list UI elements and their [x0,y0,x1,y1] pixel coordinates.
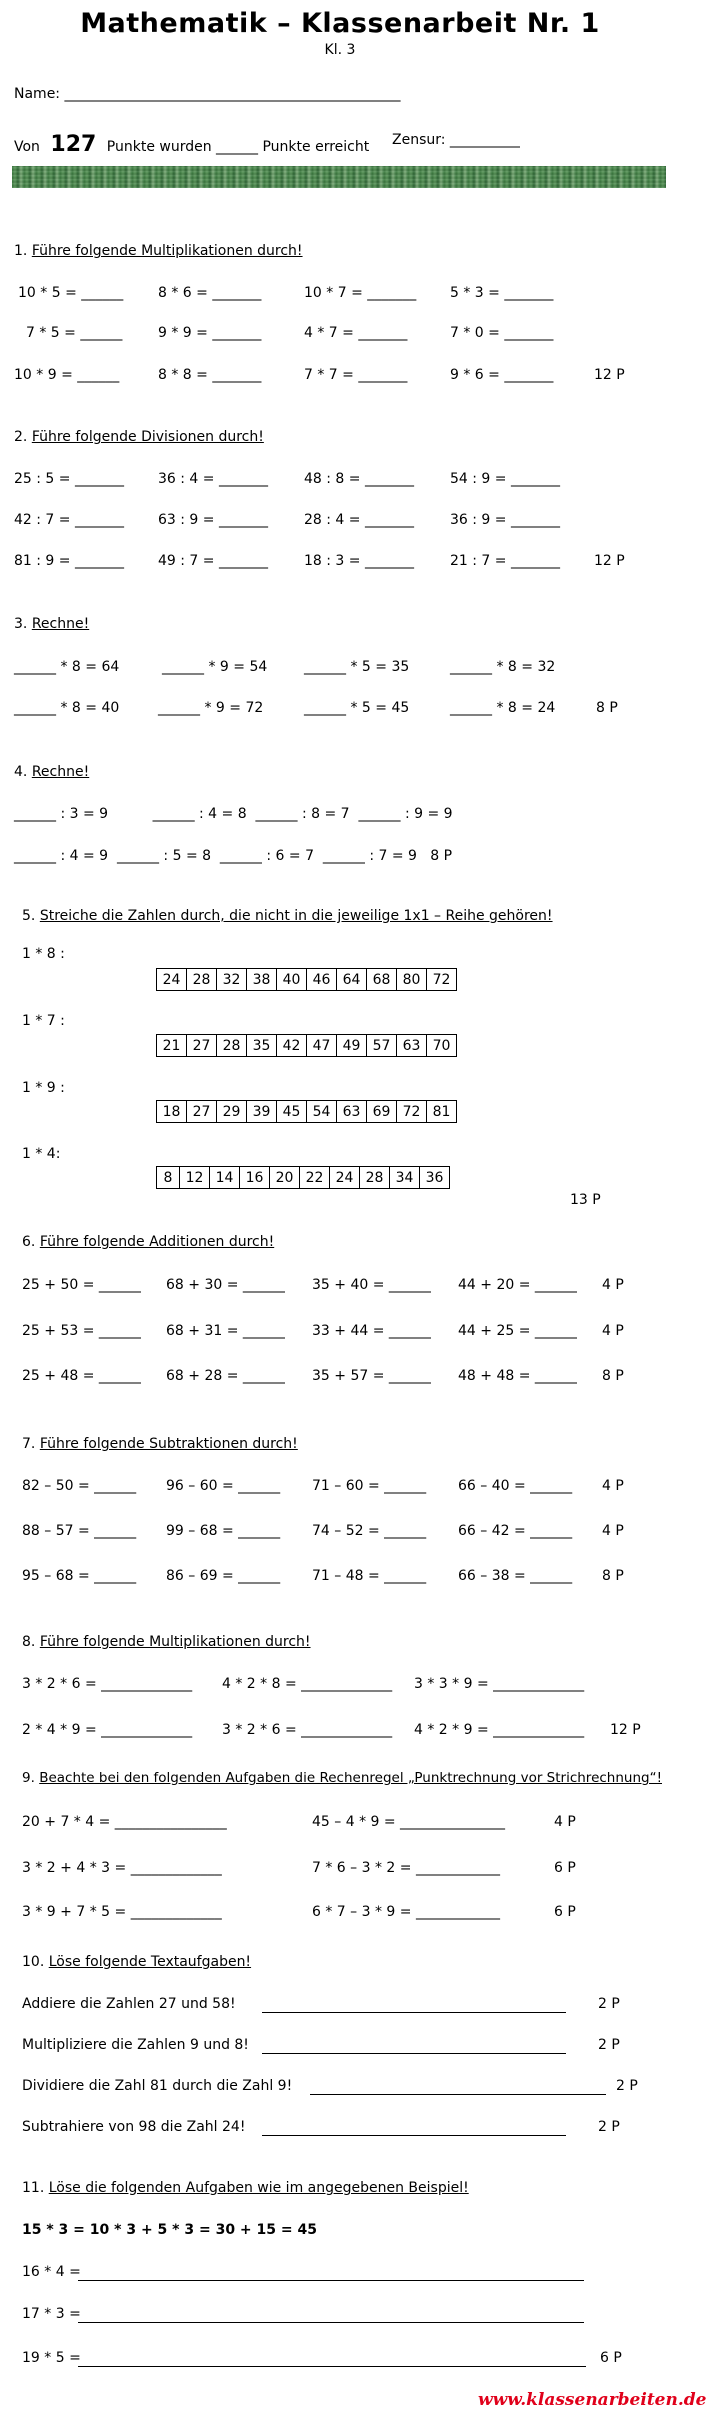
example-solution: 15 * 3 = 10 * 3 + 5 * 3 = 30 + 15 = 45 [22,2222,317,2238]
score-line [14,132,369,157]
grade-field[interactable]: Zensur: __________ [392,132,520,148]
number-cell[interactable]: 64 [337,969,367,991]
number-cell[interactable]: 28 [217,1035,247,1057]
row-label: 1 * 7 : [22,1013,65,1029]
task[interactable]: 10 * 9 = ______ [14,367,120,383]
task[interactable]: 6 * 7 – 3 * 9 = ____________ [312,1904,500,1920]
number-cell[interactable]: 27 [187,1035,217,1057]
row-label: 1 * 8 : [22,946,65,962]
points-label: 2 P [598,2037,620,2053]
task[interactable]: 68 + 31 = ______ [166,1323,285,1339]
task[interactable]: 4 * 2 * 9 = _____________ [414,1722,585,1738]
task[interactable]: 36 : 9 = _______ [450,512,560,528]
task[interactable]: 82 – 50 = ______ [22,1478,137,1494]
number-cell[interactable]: 63 [337,1101,367,1123]
task[interactable]: 33 + 44 = ______ [312,1323,431,1339]
number-cell[interactable]: 14 [210,1167,240,1189]
number-cell[interactable]: 20 [270,1167,300,1189]
task[interactable]: 88 – 57 = ______ [22,1523,137,1539]
task[interactable]: 35 + 57 = ______ [312,1368,431,1384]
task[interactable]: 66 – 38 = ______ [458,1568,573,1584]
task[interactable]: 9 * 9 = _______ [158,325,262,341]
task[interactable]: ______ * 8 = 24 [450,700,556,716]
number-cell[interactable]: 12 [180,1167,210,1189]
task[interactable]: ______ * 9 = 72 [158,700,264,716]
number-table [156,1034,457,1057]
task[interactable]: 3 * 3 * 9 = _____________ [414,1676,585,1692]
task[interactable]: 25 + 48 = ______ [22,1368,141,1384]
task-label: 16 * 4 = [22,2264,81,2280]
points-label: 2 P [598,1996,620,2012]
task[interactable]: ______ * 9 = 54 [162,659,268,675]
task[interactable]: 8 * 8 = _______ [158,367,262,383]
number-cell[interactable]: 21 [157,1035,187,1057]
task[interactable]: 81 : 9 = _______ [14,553,124,569]
task[interactable]: 7 * 7 = _______ [304,367,408,383]
answer-line[interactable] [262,2012,566,2013]
number-cell[interactable]: 49 [337,1035,367,1057]
number-cell[interactable]: 28 [360,1167,390,1189]
task[interactable]: ______ * 8 = 64 [14,659,120,675]
score-mid[interactable]: Punkte wurden ______ Punkte erreicht [106,139,370,155]
number-table [156,1100,457,1123]
number-cell[interactable]: 24 [157,969,187,991]
number-cell[interactable]: 34 [390,1167,420,1189]
task[interactable]: 71 – 48 = ______ [312,1568,427,1584]
number-cell[interactable]: 63 [397,1035,427,1057]
task[interactable]: 7 * 6 – 3 * 2 = ____________ [312,1860,500,1876]
task[interactable]: 63 : 9 = _______ [158,512,268,528]
task[interactable]: 95 – 68 = ______ [22,1568,137,1584]
task[interactable]: 25 + 50 = ______ [22,1277,141,1293]
task-row[interactable]: ______ : 3 = 9 ______ : 4 = 8 ______ : 8 = 7 ______ : 9 = 9 [14,806,453,822]
task[interactable]: 20 + 7 * 4 = ________________ [22,1814,227,1830]
points-label: 6 P [554,1860,576,1876]
number-cell[interactable]: 81 [427,1101,457,1123]
task[interactable]: 4 * 7 = _______ [304,325,408,341]
task[interactable]: 3 * 2 * 6 = _____________ [222,1722,393,1738]
answer-line[interactable] [262,2135,566,2136]
row-label: 1 * 9 : [22,1080,65,1096]
section-8-title: 8. Führe folgende Multiplikationen durch! [22,1634,311,1650]
number-cell[interactable]: 68 [367,969,397,991]
number-cell[interactable]: 36 [420,1167,450,1189]
decorative-band [12,166,666,188]
number-cell[interactable]: 80 [397,969,427,991]
task[interactable]: 7 * 0 = _______ [450,325,554,341]
section-3-title: 3. Rechne! [14,616,90,632]
section-4-title: 4. Rechne! [14,764,90,780]
page-title: Mathematik – Klassenarbeit Nr. 1 [80,8,600,39]
task-label: 19 * 5 = [22,2350,81,2366]
points-label: 8 P [602,1368,624,1384]
points-label: 12 P [594,553,625,569]
task[interactable]: 18 : 3 = _______ [304,553,414,569]
number-cell[interactable]: 72 [427,969,457,991]
task-row[interactable]: ______ : 4 = 9 ______ : 5 = 8 ______ : 6 = 7 ______ : 7 = 9 8 P [14,848,453,864]
answer-line[interactable] [78,2366,586,2367]
task[interactable]: ______ * 8 = 32 [450,659,556,675]
number-cell[interactable]: 28 [187,969,217,991]
number-cell[interactable]: 72 [397,1101,427,1123]
points-label: 4 P [602,1523,624,1539]
task[interactable]: 68 + 28 = ______ [166,1368,285,1384]
answer-line[interactable] [262,2053,566,2054]
number-cell[interactable]: 27 [187,1101,217,1123]
section-2-title: 2. Führe folgende Divisionen durch! [14,429,264,445]
website-link[interactable]: www.klassenarbeiten.de [478,2390,706,2410]
number-cell[interactable]: 42 [277,1035,307,1057]
word-problem: Addiere die Zahlen 27 und 58! [22,1996,236,2012]
number-cell[interactable]: 40 [277,969,307,991]
name-field[interactable]: Name: ________________________________________________ [14,86,401,102]
points-label: 8 P [596,700,618,716]
answer-line[interactable] [78,2280,584,2281]
task[interactable]: 35 + 40 = ______ [312,1277,431,1293]
number-cell[interactable]: 18 [157,1101,187,1123]
section-9-title: 9. Beachte bei den folgenden Aufgaben die Rechenregel „Punktrechnung vor Strichrechnung“! [22,1770,662,1786]
task[interactable]: 45 – 4 * 9 = _______________ [312,1814,506,1830]
points-label: 6 P [600,2350,622,2366]
task[interactable]: 9 * 6 = _______ [450,367,554,383]
number-cell[interactable]: 47 [307,1035,337,1057]
task[interactable]: 44 + 20 = ______ [458,1277,577,1293]
number-cell[interactable]: 8 [157,1167,180,1189]
task[interactable]: 54 : 9 = _______ [450,471,560,487]
word-problem: Multipliziere die Zahlen 9 und 8! [22,2037,249,2053]
task[interactable]: 3 * 2 + 4 * 3 = _____________ [22,1860,222,1876]
task[interactable]: 68 + 30 = ______ [166,1277,285,1293]
number-cell[interactable]: 29 [217,1101,247,1123]
task[interactable]: 44 + 25 = ______ [458,1323,577,1339]
number-cell[interactable]: 39 [247,1101,277,1123]
points-label: 2 P [598,2119,620,2135]
task[interactable]: 36 : 4 = _______ [158,471,268,487]
section-11-title: 11. Löse die folgenden Aufgaben wie im angegebenen Beispiel! [22,2180,469,2196]
number-table [156,1166,450,1189]
task[interactable]: ______ * 8 = 40 [14,700,120,716]
number-cell[interactable]: 70 [427,1035,457,1057]
task[interactable]: 21 : 7 = _______ [450,553,560,569]
points-label: 13 P [570,1192,601,1208]
section-10-title: 10. Löse folgende Textaufgaben! [22,1954,252,1970]
word-problem: Dividiere die Zahl 81 durch die Zahl 9! [22,2078,293,2094]
points-label: 4 P [602,1478,624,1494]
number-table [156,968,457,991]
task[interactable]: 66 – 40 = ______ [458,1478,573,1494]
number-cell[interactable]: 35 [247,1035,277,1057]
section-7-title: 7. Führe folgende Subtraktionen durch! [22,1436,298,1452]
task[interactable]: 10 * 5 = ______ [18,285,124,301]
number-cell[interactable]: 57 [367,1035,397,1057]
task[interactable]: ______ * 5 = 45 [304,700,410,716]
task[interactable]: 10 * 7 = _______ [304,285,417,301]
task[interactable]: 86 – 69 = ______ [166,1568,281,1584]
number-cell[interactable]: 32 [217,969,247,991]
number-cell[interactable]: 24 [330,1167,360,1189]
task[interactable]: 42 : 7 = _______ [14,512,124,528]
points-label: 8 P [602,1568,624,1584]
score-prefix: Von [14,139,40,155]
number-cell[interactable]: 16 [240,1167,270,1189]
task[interactable]: 4 * 2 * 8 = _____________ [222,1676,393,1692]
points-label: 4 P [602,1323,624,1339]
number-cell[interactable]: 22 [300,1167,330,1189]
score-total: 127 [50,132,97,157]
number-cell[interactable]: 45 [277,1101,307,1123]
task[interactable]: 25 : 5 = _______ [14,471,124,487]
task[interactable]: 2 * 4 * 9 = _____________ [22,1722,193,1738]
points-label: 4 P [554,1814,576,1830]
task[interactable]: 3 * 2 * 6 = _____________ [22,1676,193,1692]
task[interactable]: 71 – 60 = ______ [312,1478,427,1494]
task[interactable]: 5 * 3 = _______ [450,285,554,301]
row-label: 1 * 4: [22,1146,61,1162]
section-1-title: 1. Führe folgende Multiplikationen durch! [14,243,303,259]
task[interactable]: ______ * 5 = 35 [304,659,410,675]
task[interactable]: 96 – 60 = ______ [166,1478,281,1494]
points-label: 6 P [554,1904,576,1920]
section-5-title: 5. Streiche die Zahlen durch, die nicht in die jeweilige 1x1 – Reihe gehören! [22,908,553,924]
task[interactable]: 48 : 8 = _______ [304,471,414,487]
task[interactable]: 48 + 48 = ______ [458,1368,577,1384]
class-level: Kl. 3 [324,42,356,58]
number-cell[interactable]: 69 [367,1101,397,1123]
word-problem: Subtrahiere von 98 die Zahl 24! [22,2119,246,2135]
answer-line[interactable] [310,2094,606,2095]
task[interactable]: 74 – 52 = ______ [312,1523,427,1539]
task-label: 17 * 3 = [22,2306,81,2322]
task[interactable]: 49 : 7 = _______ [158,553,268,569]
number-cell[interactable]: 38 [247,969,277,991]
answer-line[interactable] [78,2322,584,2323]
task[interactable]: 7 * 5 = ______ [26,325,123,341]
points-label: 2 P [616,2078,638,2094]
number-cell[interactable]: 46 [307,969,337,991]
task[interactable]: 25 + 53 = ______ [22,1323,141,1339]
task[interactable]: 28 : 4 = _______ [304,512,414,528]
points-label: 4 P [602,1277,624,1293]
number-cell[interactable]: 54 [307,1101,337,1123]
points-label: 12 P [594,367,625,383]
points-label: 12 P [610,1722,641,1738]
task[interactable]: 8 * 6 = _______ [158,285,262,301]
task[interactable]: 3 * 9 + 7 * 5 = _____________ [22,1904,222,1920]
task[interactable]: 99 – 68 = ______ [166,1523,281,1539]
task[interactable]: 66 – 42 = ______ [458,1523,573,1539]
section-6-title: 6. Führe folgende Additionen durch! [22,1234,275,1250]
